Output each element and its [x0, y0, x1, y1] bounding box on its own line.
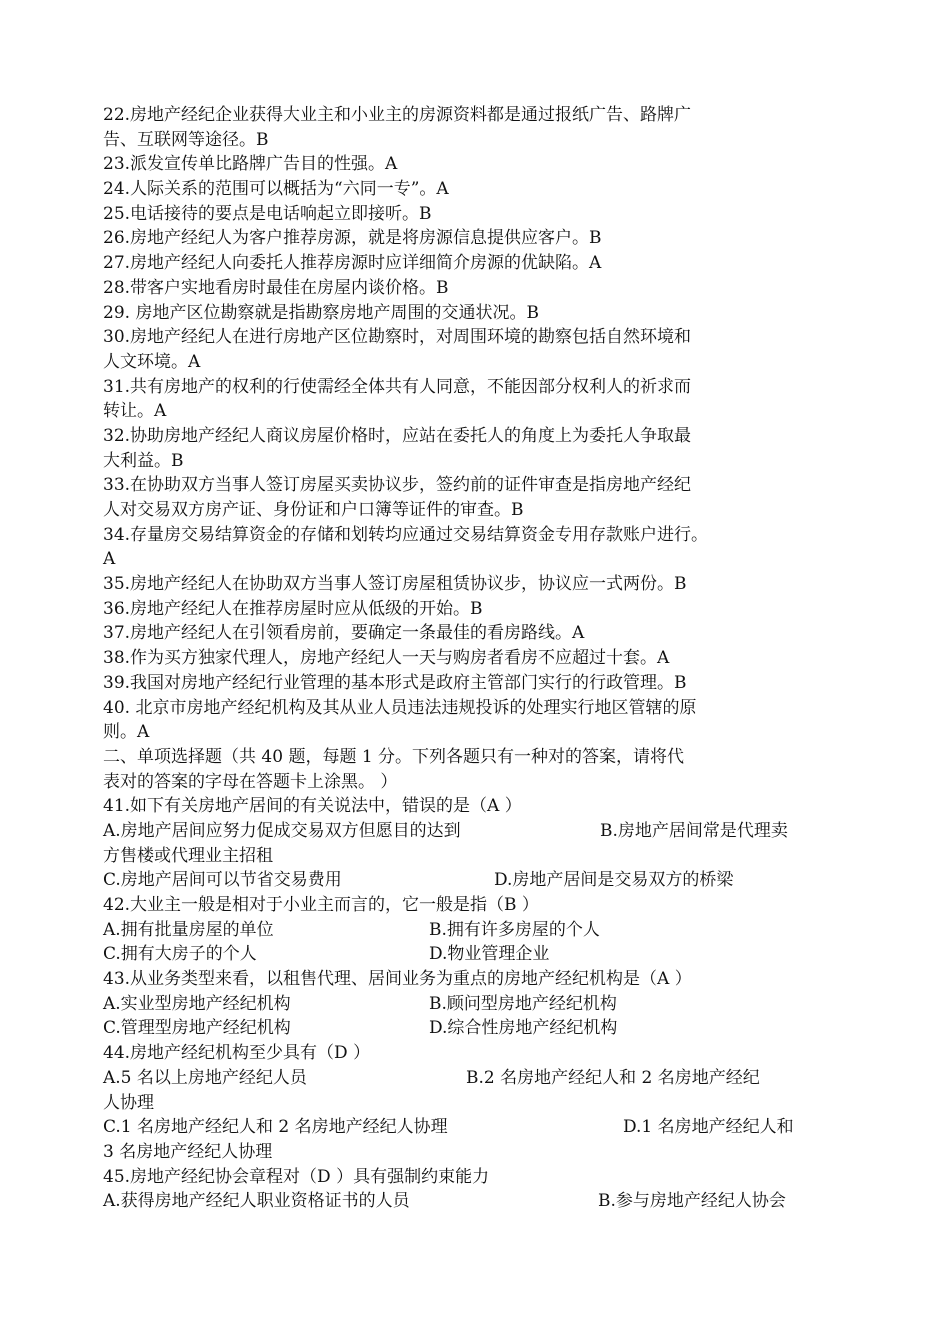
- option-a: A.实业型房地产经纪机构: [103, 993, 291, 1014]
- tf-question-line: 人对交易双方房产证、身份证和户口簿等证件的审查。B: [103, 500, 524, 520]
- option-row: [103, 1189, 843, 1214]
- tf-question-line: A: [103, 549, 116, 570]
- tf-question-line: 37.房地产经纪人在引领看房前，要确定一条最佳的看房路线。A: [103, 623, 585, 644]
- option-b: B.参与房地产经纪人协会: [598, 1191, 786, 1212]
- tf-question-line: 26.房地产经纪人为客户推荐房源，就是将房源信息提供应客户。B: [103, 228, 602, 249]
- tf-question-line: 36.房地产经纪人在推荐房屋时应从低级的开始。B: [103, 598, 483, 619]
- option-c: C.拥有大房子的个人: [103, 944, 257, 965]
- document-body: [103, 103, 843, 1214]
- tf-question-line: 29. 房地产区位勘察就是指勘察房地产周围的交通状况。B: [103, 302, 539, 323]
- section-heading: 表对的答案的字母在答题卡上涂黑。 ）: [103, 771, 398, 792]
- tf-question-line: 24.人际关系的范围可以概括为“六同一专”。A: [103, 179, 449, 200]
- option-b: B.房地产居间常是代理卖: [600, 820, 788, 841]
- option-row: [103, 868, 843, 893]
- option-a: A.5 名以上房地产经纪人员: [103, 1067, 307, 1088]
- option-d: D.综合性房地产经纪机构: [429, 1018, 618, 1039]
- tf-question-line: 28.带客户实地看房时最佳在房屋内谈价格。B: [103, 277, 449, 298]
- question-stem: 44.房地产经纪机构至少具有（D ）: [103, 1043, 371, 1064]
- tf-question-line: 25.电话接待的要点是电话响起立即接听。B: [103, 203, 432, 224]
- option-d-continued: 3 名房地产经纪人协理: [103, 1141, 273, 1162]
- tf-question-line: 39.我国对房地产经纪行业管理的基本形式是政府主管部门实行的行政管理。B: [103, 672, 687, 693]
- option-c: C.房地产居间可以节省交易费用: [103, 870, 342, 891]
- option-row: [103, 1115, 843, 1140]
- tf-question-line: 40. 北京市房地产经纪机构及其从业人员违法违规投诉的处理实行地区管辖的原: [103, 697, 697, 718]
- option-d: D.1 名房地产经纪人和: [623, 1117, 794, 1138]
- option-d: D.物业管理企业: [429, 944, 550, 965]
- option-row: [103, 1016, 843, 1041]
- tf-question-line: 33.在协助双方当事人签订房屋买卖协议步，签约前的证件审查是指房地产经纪: [103, 475, 692, 496]
- option-a: A.拥有批量房屋的单位: [103, 919, 274, 940]
- option-row: [103, 992, 843, 1017]
- tf-question-line: 大利益。B: [103, 450, 184, 471]
- tf-question-line: 27.房地产经纪人向委托人推荐房源时应详细简介房源的优缺陷。A: [103, 253, 602, 274]
- tf-question-line: 告、互联网等途径。B: [103, 129, 269, 150]
- option-c: C.1 名房地产经纪人和 2 名房地产经纪人协理: [103, 1117, 448, 1138]
- option-row: [103, 918, 843, 943]
- option-b: B.拥有许多房屋的个人: [429, 919, 600, 940]
- tf-question-line: 30.房地产经纪人在进行房地产区位勘察时，对周围环境的勘察包括自然环境和: [103, 327, 692, 348]
- option-b: B.2 名房地产经纪人和 2 名房地产经纪: [466, 1067, 760, 1088]
- question-stem: 41.如下有关房地产居间的有关说法中，错误的是（A ）: [103, 796, 522, 817]
- tf-question-line: 32.协助房地产经纪人商议房屋价格时，应站在委托人的角度上为委托人争取最: [103, 425, 692, 446]
- option-row: [103, 942, 843, 967]
- section-heading: 二、单项选择题（共 40 题，每题 1 分。下列各题只有一种对的答案，请将代: [103, 746, 685, 767]
- option-d: D.房地产居间是交易双方的桥梁: [494, 870, 734, 891]
- tf-question-line: 转让。A: [103, 401, 167, 422]
- question-stem: 45.房地产经纪协会章程对（D ）具有强制约束能力: [103, 1166, 490, 1187]
- option-a: A.房地产居间应努力促成交易双方但愿目的达到: [103, 820, 461, 841]
- option-c: C.管理型房地产经纪机构: [103, 1018, 291, 1039]
- option-b: B.顾问型房地产经纪机构: [429, 993, 617, 1014]
- tf-question-line: 34.存量房交易结算资金的存储和划转均应通过交易结算资金专用存款账户进行。: [103, 524, 709, 545]
- tf-question-line: 则。A: [103, 722, 150, 743]
- question-stem: 42.大业主一般是相对于小业主而言的，它一般是指（B ）: [103, 895, 539, 915]
- tf-question-line: 38.作为买方独家代理人，房地产经纪人一天与购房者看房不应超过十套。A: [103, 648, 670, 669]
- tf-question-line: 31.共有房地产的权利的行使需经全体共有人同意，不能因部分权利人的祈求而: [103, 376, 692, 397]
- option-b-continued: 方售楼或代理业主招租: [103, 845, 273, 866]
- tf-question-line: 人文环境。A: [103, 351, 201, 372]
- tf-question-line: 23.派发宣传单比路牌广告目的性强。A: [103, 154, 398, 175]
- tf-question-line: 35.房地产经纪人在协助双方当事人签订房屋租赁协议步，协议应一式两份。B: [103, 574, 687, 595]
- option-b-continued: 人协理: [103, 1092, 154, 1113]
- option-a: A.获得房地产经纪人职业资格证书的人员: [103, 1191, 410, 1212]
- option-row: [103, 819, 843, 844]
- tf-question-line: 22.房地产经纪企业获得大业主和小业主的房源资料都是通过报纸广告、路牌广: [103, 105, 692, 125]
- question-stem: 43.从业务类型来看，以租售代理、居间业务为重点的房地产经纪机构是（A ）: [103, 969, 692, 990]
- option-row: [103, 1066, 843, 1091]
